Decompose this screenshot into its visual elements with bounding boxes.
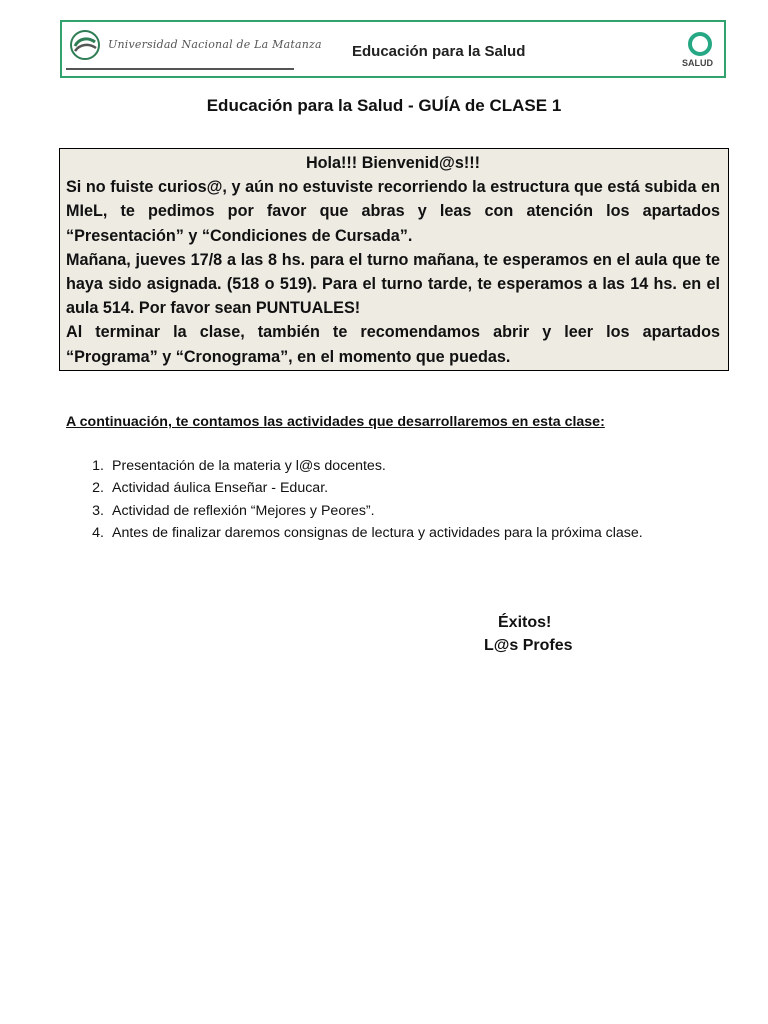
university-logo-icon xyxy=(70,30,100,60)
notice-paragraph: Si no fuiste curios@, y aún no estuviste recorriendo la estructura que está subida en MIeL, te pedimos por favor que abras y leas con atención los apartados “Presentación” y “Condiciones de Cursada”. xyxy=(66,178,720,245)
list-item-text: Antes de finalizar daremos consignas de lectura y actividades para la próxima clase. xyxy=(112,524,643,541)
university-name: Universidad Nacional de La Matanza xyxy=(108,38,322,51)
list-item-number: 4. xyxy=(92,524,104,541)
list-item-number: 1. xyxy=(92,458,104,474)
list-item-text: Actividad áulica Enseñar - Educar. xyxy=(112,480,329,497)
list-item xyxy=(66,455,643,477)
activities-intro: A continuación, te contamos las actividades que desarrollaremos en esta clase: xyxy=(66,414,605,430)
document-header xyxy=(60,20,726,78)
list-item-text: Presentación de la materia y l@s docentes. xyxy=(112,458,386,474)
notice-paragraph: Al terminar la clase, también te recomendamos abrir y leer los apartados “Programa” y “Cronograma”, en el momento que puedas. xyxy=(66,323,720,366)
notice-paragraph: Mañana, jueves 17/8 a las 8 hs. para el turno mañana, te esperamos en el aula que te haya sido asignada. (518 o 519). Para el turno tarde, te esperamos a las 14 hs. en el aula 514. Por favor sean PUNTUALES! xyxy=(66,250,720,318)
activities-list xyxy=(66,455,643,544)
list-item-number: 2. xyxy=(92,480,104,497)
page-title: Educación para la Salud - GUÍA de CLASE 1 xyxy=(206,96,562,115)
list-item xyxy=(66,522,643,544)
signature-line-1: Éxitos! xyxy=(498,614,552,631)
list-item-text: Actividad de reflexión “Mejores y Peores”. xyxy=(112,502,375,519)
welcome-notice-box xyxy=(59,148,729,371)
list-item xyxy=(66,477,643,499)
header-title: Educación para la Salud xyxy=(352,43,526,60)
salud-label: SALUD xyxy=(682,58,713,68)
notice-greeting: Hola!!! Bienvenid@s!!! xyxy=(305,154,481,172)
list-item-number: 3. xyxy=(92,502,104,519)
salud-logo-icon xyxy=(684,32,716,56)
list-item xyxy=(66,500,643,522)
header-rule xyxy=(66,68,294,70)
signature-line-2: L@s Profes xyxy=(484,637,573,654)
